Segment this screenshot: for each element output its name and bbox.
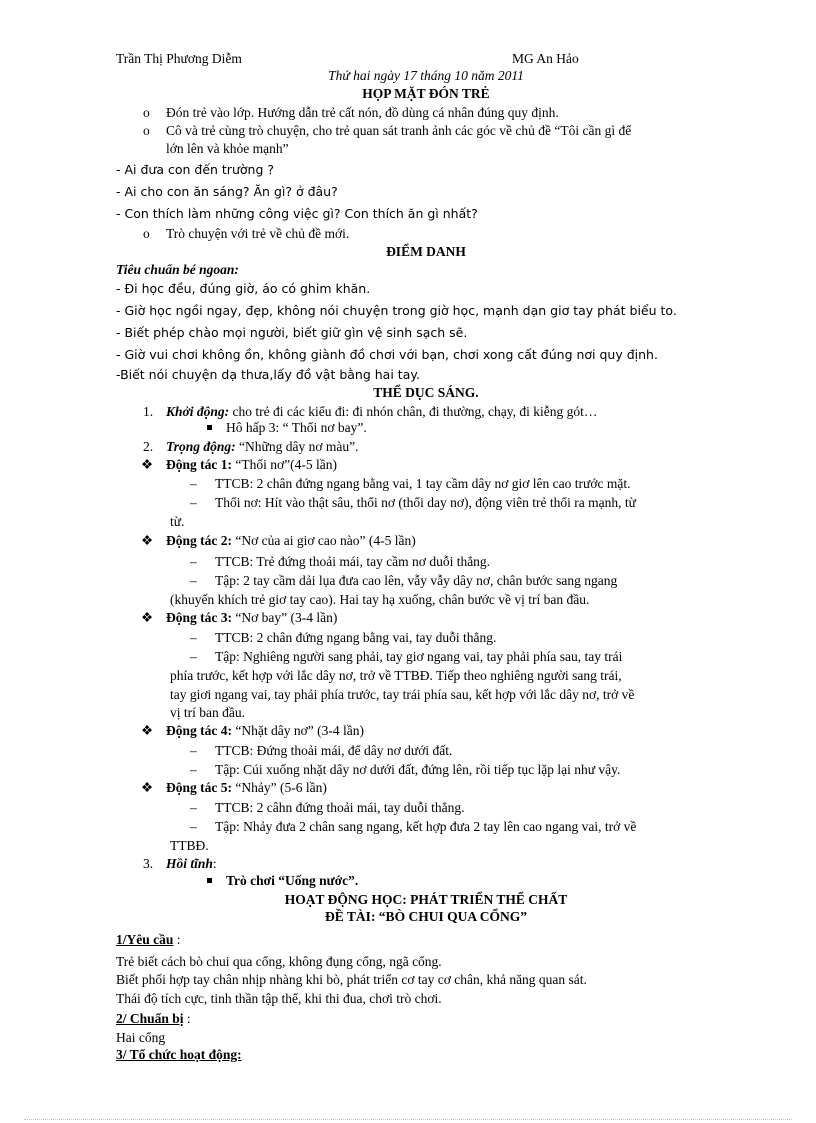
criteria-line: - Giờ học ngồi ngay, đẹp, không nói chuyện trong giờ học, mạnh dạn giơ tay phát biểu to.	[116, 303, 677, 318]
move-line: (khuyến khích trẻ giơ tay cao). Hai tay hạ xuống, chân bước về vị trí ban đầu.	[170, 592, 590, 607]
move-text: “Nơ bay” (3-4 lần)	[232, 610, 338, 625]
move-text: “Nơ của ai giơ cao nào” (4-5 lần)	[232, 533, 416, 548]
step-text: cho trẻ đi các kiểu đi: đi nhón chân, đi thường, chạy, đi kiễng gót…	[229, 404, 598, 419]
dash-bullet-icon: –	[190, 495, 197, 510]
dash-bullet-icon: –	[190, 819, 197, 834]
step-cooldown	[166, 855, 217, 872]
circle-bullet-icon: o	[143, 226, 150, 241]
lesson-date: Thứ hai ngày 17 tháng 10 năm 2011	[328, 68, 524, 83]
move-heading	[166, 779, 327, 796]
move-label: Động tác 5:	[166, 780, 232, 795]
move-line: TTBĐ.	[170, 838, 209, 853]
question-line: - Ai đưa con đến trường ?	[116, 162, 274, 177]
step-label: Trọng động:	[166, 439, 236, 454]
move-heading	[166, 722, 364, 739]
move-text: “Nhảy” (5-6 lần)	[232, 780, 327, 795]
move-line: TTCB: 2 câhn đứng thoải mái, tay duỗi thẳng.	[215, 800, 465, 815]
step-number: 3.	[143, 856, 154, 871]
preparation-heading	[116, 1010, 191, 1027]
move-line: TTCB: Đứng thoải mái, để dây nơ dưới đất.	[215, 743, 453, 758]
section-heading: 2/ Chuẩn bị	[116, 1011, 184, 1026]
criteria-label: Tiêu chuẩn bé ngoan:	[116, 262, 239, 277]
diamond-bullet-icon: ❖	[141, 457, 154, 472]
square-bullet-icon	[207, 878, 212, 883]
dash-bullet-icon: –	[190, 762, 197, 777]
circle-bullet-icon: o	[143, 105, 150, 120]
move-text: “Thổi nơ”(4-5 lần)	[232, 457, 337, 472]
question-line: - Con thích làm những công việc gì? Con thích ăn gì nhất?	[116, 206, 478, 221]
section-heading: 1/Yêu cầu	[116, 932, 174, 947]
dash-bullet-icon: –	[190, 476, 197, 491]
move-line: vị trí ban đầu.	[170, 705, 245, 720]
step-text: :	[212, 856, 217, 871]
requirements-heading	[116, 931, 181, 948]
step-sub: Trò chơi “Uống nước”.	[226, 873, 359, 888]
lesson-title: HOẠT ĐỘNG HỌC: PHÁT TRIỂN THỂ CHẤT	[284, 892, 568, 907]
move-heading	[166, 609, 337, 626]
welcome-item: lớn lên và khỏe mạnh”	[166, 141, 289, 156]
section-colon: :	[173, 932, 181, 947]
preparation-line: Hai cổng	[116, 1030, 166, 1045]
move-line: Tập: Nghiêng người sang phải, tay giơ ngang vai, tay phải phía sau, tay trái	[215, 649, 623, 664]
author-name: Trần Thị Phương Diễm	[116, 51, 242, 66]
move-label: Động tác 4:	[166, 723, 232, 738]
welcome-item: Trò chuyện với trẻ về chủ đề mới.	[166, 226, 350, 241]
organization-heading: 3/ Tổ chức hoạt động:	[116, 1047, 242, 1062]
criteria-line: -Biết nói chuyện dạ thưa,lấy đồ vật bằng hai tay.	[116, 367, 420, 382]
move-heading	[166, 456, 337, 473]
requirement-line: Trẻ biết cách bò chui qua cổng, không đụng cổng, ngã cổng.	[116, 954, 442, 969]
move-line: Thổi nơ: Hít vào thật sâu, thổi nơ (thổi day nơ), động viên trẻ thổi ra mạnh, từ	[215, 495, 636, 510]
step-label: Hồi tĩnh	[166, 856, 213, 871]
dash-bullet-icon: –	[190, 554, 197, 569]
attendance-title: ĐIỂM DANH	[386, 244, 466, 259]
move-line: phía trước, kết hợp với lắc dây nơ, trở về TTBĐ. Tiếp theo nghiêng người sang trái,	[170, 668, 622, 683]
dash-bullet-icon: –	[190, 800, 197, 815]
lesson-topic: ĐỀ TÀI: “BÒ CHUI QUA CỔNG”	[325, 909, 527, 924]
move-line: TTCB: 2 chân đứng ngang bằng vai, 1 tay cầm dây nơ giơ lên cao trước mặt.	[215, 476, 631, 491]
school-name: MG An Hảo	[512, 51, 579, 66]
diamond-bullet-icon: ❖	[141, 610, 154, 625]
criteria-line: - Biết phép chào mọi người, biết giữ gìn vệ sinh sạch sẽ.	[116, 325, 468, 340]
dash-bullet-icon: –	[190, 573, 197, 588]
step-text: “Những dây nơ màu”.	[235, 439, 359, 454]
step-sub: Hô hấp 3: “ Thổi nơ bay”.	[226, 420, 367, 435]
move-label: Động tác 1:	[166, 457, 232, 472]
move-heading	[166, 532, 416, 549]
move-line: TTCB: 2 chân đứng ngang bằng vai, tay duỗi thẳng.	[215, 630, 497, 645]
dash-bullet-icon: –	[190, 630, 197, 645]
diamond-bullet-icon: ❖	[141, 780, 154, 795]
diamond-bullet-icon: ❖	[141, 533, 154, 548]
move-line: tay giơi ngang vai, tay phải phía trước, tay trái phía sau, kết hợp với lắc dây nơ, trở về	[170, 687, 635, 702]
move-line: Tập: Cúi xuống nhặt dây nơ dưới đất, đứng lên, rồi tiếp tục lặp lại như vậy.	[215, 762, 621, 777]
move-label: Động tác 3:	[166, 610, 232, 625]
criteria-line: - Giờ vui chơi không ồn, không giành đồ chơi với bạn, chơi xong cất đúng nơi quy định.	[116, 347, 658, 362]
section-colon: :	[183, 1011, 191, 1026]
welcome-item: Cô và trẻ cùng trò chuyện, cho trẻ quan sát tranh ảnh các góc về chủ đề “Tôi cần gì để	[166, 123, 632, 138]
step-label: Khởi động:	[166, 404, 230, 419]
diamond-bullet-icon: ❖	[141, 723, 154, 738]
step-number: 2.	[143, 439, 154, 454]
square-bullet-icon	[207, 425, 212, 430]
page-divider	[24, 1119, 792, 1120]
move-line: từ.	[170, 514, 185, 529]
circle-bullet-icon: o	[143, 123, 150, 138]
move-line: Tập: Nhảy đưa 2 chân sang ngang, kết hợp đưa 2 tay lên cao ngang vai, trở về	[215, 819, 637, 834]
move-text: “Nhặt dây nơ” (3-4 lần)	[232, 723, 364, 738]
requirement-line: Biết phối hợp tay chân nhịp nhàng khi bò, phát triển cơ tay cơ chân, khả năng quan sát.	[116, 972, 587, 987]
criteria-line: - Đi học đều, đúng giờ, áo có ghim khăn.	[116, 281, 371, 296]
dash-bullet-icon: –	[190, 743, 197, 758]
move-line: Tập: 2 tay cầm dải lụa đưa cao lên, vẫy vẫy dây nơ, chân bước sang ngang	[215, 573, 618, 588]
requirement-line: Thái độ tích cực, tinh thần tập thể, khi thi đua, chơi trò chơi.	[116, 991, 442, 1006]
dash-bullet-icon: –	[190, 649, 197, 664]
step-warmup	[166, 403, 597, 420]
welcome-item: Đón trẻ vào lớp. Hướng dẫn trẻ cất nón, đồ dùng cá nhân đúng quy định.	[166, 105, 559, 120]
welcome-title: HỌP MẶT ĐÓN TRẺ	[362, 86, 490, 101]
exercise-title: THỂ DỤC SÁNG.	[373, 385, 479, 400]
move-label: Động tác 2:	[166, 533, 232, 548]
step-number: 1.	[143, 404, 154, 419]
question-line: - Ai cho con ăn sáng? Ăn gì? ở đâu?	[116, 184, 338, 199]
move-line: TTCB: Trẻ đứng thoải mái, tay cầm nơ duỗi thẳng.	[215, 554, 491, 569]
step-main	[166, 438, 358, 455]
